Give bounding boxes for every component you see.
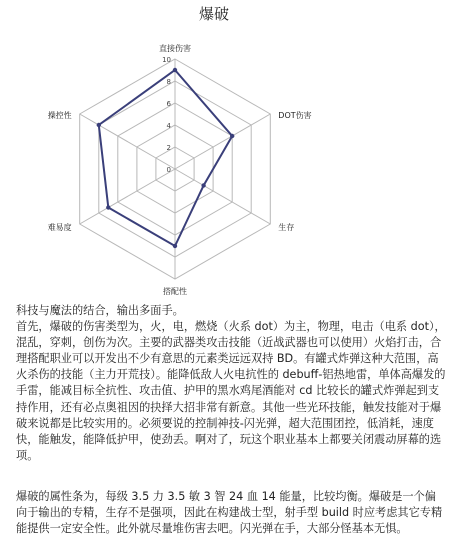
- data-point: [97, 123, 101, 127]
- axis-spoke: [80, 169, 175, 224]
- tick-label: 2: [166, 144, 171, 152]
- description-paragraph-1: 科技与魔法的结合，输出多面手。 首先，爆破的伤害类型为，火，电，燃烧（火系 dot）为主，物理，电击（电系 dot），混乱，穿刺，创伤为次。主要的武器类攻击技能（近战武器也可以使用）火焰打击，合理搭配职业可以开发出不少有意思的元素类远远双持 BD。有罐式炸弹这种大范围，高火杀伤的技能（主力开荒技）。能降低敌人火电抗性的 debuff-铝热地雷，单体高爆发的手雷，能减目标全抗性、攻击值、护甲的黑水鸡尾酒能对 cd 比较长的罐式炸弹起到支持作用，还有必点奥祖因的抉择大招非常有新意。其他一些光环技能，触发技能对于爆破来说都是比较实用的。必须要说的控制神技-闪光弹，超大范围团控，低消耗，速度快，能触发，能降低护甲，使劲丢。啊对了，玩这个职业基本上都要关闭震动屏幕的选项。: [16, 304, 446, 462]
- axis-label: 直接伤害: [159, 44, 191, 53]
- data-point: [201, 183, 205, 187]
- axis-label: 难易度: [47, 223, 72, 232]
- tick-label: 4: [166, 122, 171, 130]
- tick-label: 0: [166, 166, 171, 174]
- tick-label: 10: [162, 56, 171, 64]
- chart-title: 爆破: [198, 5, 230, 23]
- data-point: [230, 134, 234, 138]
- data-point: [173, 244, 177, 248]
- description-paragraph-2: 爆破的属性条为，每级 3.5 力 3.5 敏 3 智 24 血 14 能量，比较均衡。爆破是一个偏向于输出的专精，生存不是强项，因此在构建战士型，射手型 build 时应考虑其它专精能提供一定安全性。此外就尽量堆伤害去吧。闪光弹在手，大部分怪基本无惧。: [16, 490, 443, 536]
- tick-label: 6: [166, 100, 171, 108]
- data-point: [106, 205, 110, 209]
- tick-label: 8: [166, 78, 171, 86]
- data-series-line: [99, 70, 232, 246]
- data-point: [173, 68, 177, 72]
- axis-spoke: [175, 114, 270, 169]
- axis-spoke: [80, 114, 175, 169]
- axis-label: 生存: [278, 223, 295, 232]
- axis-label: 操控性: [47, 111, 72, 120]
- axis-label: 搭配性: [163, 287, 187, 296]
- axis-label: DOT伤害: [278, 111, 312, 120]
